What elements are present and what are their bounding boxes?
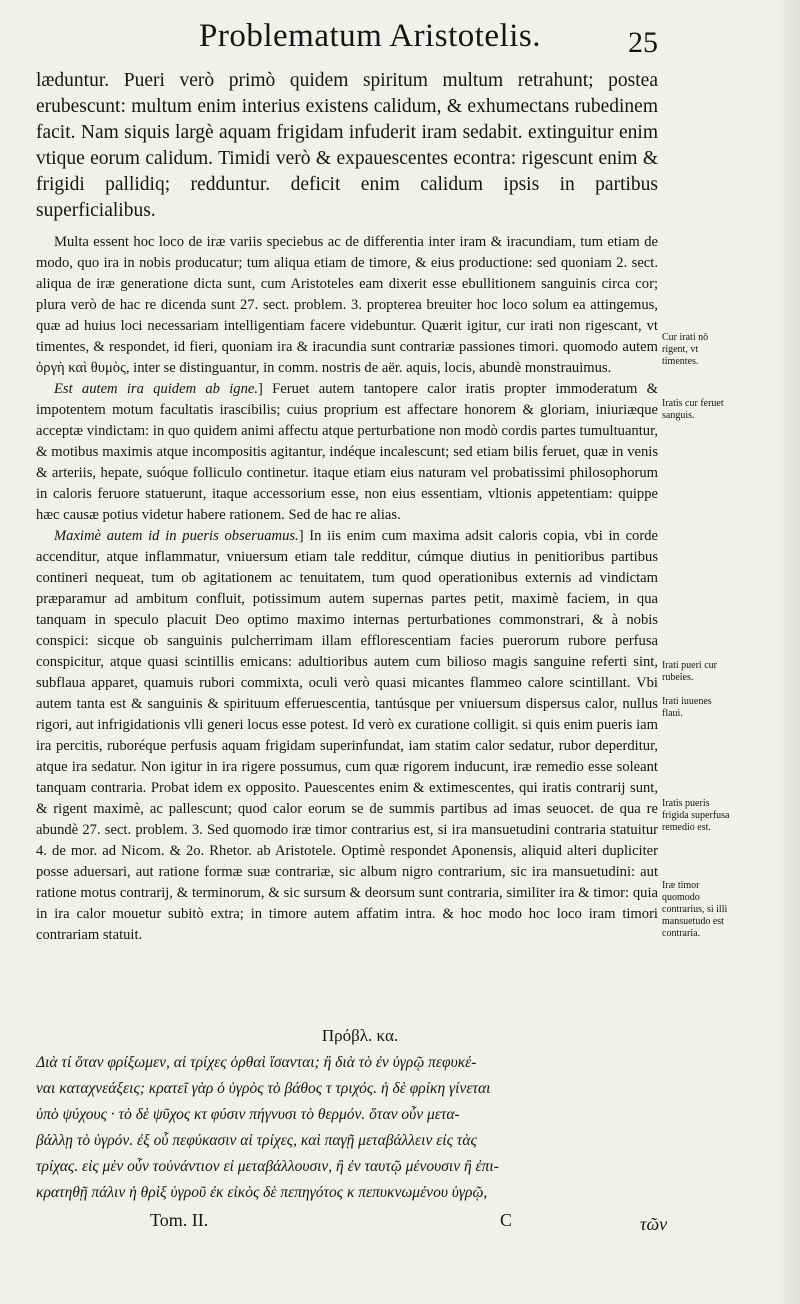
greek-line: ὑπὸ ψύχους · τὸ δὲ ψῦχος κτ φύσιν πήγνυσι τὸ θερμόν. ὅταν οὖν μετα- <box>36 1106 460 1123</box>
opening-paragraph: læduntur. Pueri verò primò quidem spiritum multum retrahunt; postea erubescunt: multum enim interius existens calidum, & exhumectans rubedinem facit. Nam siquis largè aquam frigidam infuderit iram sedabit. extinguitur enim vtique eorum calidum. Timidi verò & expauescentes econtra: rigescunt enim & frigidi pallidiq; redduntur. deficit enim calidum ipsis in partibus superficialibus. <box>36 70 658 221</box>
commentary-paragraph-ignis <box>36 379 658 526</box>
margin-note-contrarius: Iræ timor quomodo contrarius, si illi mansuetudo est contraria. <box>662 880 728 939</box>
lemma-in-pueris: Maximè autem id in pueris obseruamus. <box>54 528 299 544</box>
running-title: Problematum Aristotelis. <box>199 18 541 54</box>
catchword: τῶν <box>640 1214 668 1234</box>
page-edge-shadow <box>776 0 800 1304</box>
lemma-ira-ab-igne: Est autem ira quidem ab igne. <box>54 381 259 397</box>
greek-line: ναι καταχνεάξεις; κρατεῖ γὰρ ὁ ὑγρὸς τὸ βάθος τ τριχός. ἡ δὲ φρίκη γίνεται <box>36 1080 491 1097</box>
volume-label: Tom. II. <box>150 1210 209 1230</box>
margin-note-iuuenes: Irati iuuenes flaui. <box>662 696 712 719</box>
signature-mark: C <box>500 1210 513 1230</box>
commentary-block <box>36 232 658 946</box>
greek-line: τρίχας. εἰς μὲν οὖν τοὐνάντιον εἰ μεταβάλλουσιν, ἢ ἐν ταυτῷ μένουσιν ἢ ἐπι- <box>36 1158 499 1175</box>
greek-line: Διὰ τί ὅταν φρίξωμεν, αἱ τρίχες ὀρθαὶ ἵσανται; ἢ διὰ τὸ ἐν ὑγρῷ πεφυκέ- <box>36 1054 477 1071</box>
greek-line: βάλλῃ τὸ ὑγρόν. ἐξ οὗ πεφύκασιν αἱ τρίχες, καὶ παγῇ μεταβάλλειν εἰς τὰς <box>36 1132 477 1149</box>
commentary-paragraph-multa: Multa essent hoc loco de iræ variis speciebus ac de differentia inter iram & iracundiam, tum etiam de modo, quo ira in nobis producatur; tum aliqua etiam de timore, & eius productione: sed quoniam 2. sect. aliqua de iræ generatione dicta sunt, cum Aristoteles eam dixerit esse ebullitionem sanguinis circa cor; plura verò de hac re dicenda sunt 27. sect. problem. 3. propterea breuiter hoc loco solum ea attingemus, quæ ad huius loci necessariam intelligentiam facere videbuntur. Quærit igitur, cur irati non rigescant, vt timentes, & respondet, id fieri, quoniam ira & iracundia sunt contrariæ passiones timori. quomodo autem ὀργὴ καὶ θυμὸς, inter se distinguantur, in comm. nostris de aër. aquis, locis, abundè monstrauimus. <box>36 234 658 376</box>
margin-note-pueri: Irati pueri cur rubeîes. <box>662 660 717 683</box>
margin-note-remedio: Iratis pueris frigida superfusa remedio est. <box>662 798 730 833</box>
problem-heading: Πρόβλ. κα. <box>321 1026 399 1045</box>
margin-note-irati: Cur irati nō rigent, vt timentes. <box>662 332 709 367</box>
commentary-text-pueri: ] In iis enim cum maxima adsit caloris copia, vbi in corde accenditur, atque inflammatur, vniuersum etiam tale redditur, cúmque diutius in penitioribus partibus contineri nequeat, tum ob agitationem ac tenuitatem, tum quod operationibus externis ad vindictam præparamur ad ambitum confluit, potissimum autem supernas partes petit, maximè faciem, in qua tanquam in speculo placuit Deo optimo maximo internas perturbationes commonstrari, & à nobis conspici: sicque ob sanguinis pulcherrimam illam efflorescentiam facies puerorum rubore perfusa conspicitur, atque quasi scintillis emicans: adultioribus autem cum bilioso magis sanguine referti sint, subflaua apparet, quamuis rubori commixta, oculi verò quasi micantes flammeo calore scintillant. Vbi autem tanta est & sanguinis & spirituum efferuescentia, tantúsque per vniuersum dispersus calor, nullus rigori, aut infrigidationis vlli generi locus esse potest. Id verò ex curatione colligit. si quis enim pueris iam ira percitis, ruboréque perfusis aquam frigidam superinfundat, iam statim calor sedatur, rubor deperditur, atque ira sedatur. Non igitur in ira rigere possumus, cum quæ rigorem inducunt, iræ remedio esse soleant tanquam contraria. Probat idem ex opposito. Pauescentes enim & extimescentes, qui iratis contrarij sunt, & rigent maximè, ac pallescunt; quod calor eorum se de summis partibus ad imas seuocet. de qua re abundè 27. sect. problem. 3. Sed quomodo iræ timor contrarius est, si ira mansuetudini contraria statuitur 4. de mor. ad Nicom. & 2o. Rhetor. ab Aristotele. Optimè respondet Aponensis, aliquid alteri dupliciter posse aduersari, aut ratione formæ suæ contrariæ, sic album nigro contrarium, sic ira mansuetudini: aut ratione motus contrarij, & terminorum, & sic sursum & deorsum sunt contraria, similiter ira & timor: quia in ira calor mouetur subitò extra; in timore autem affatim intra. & hoc modo hoc loco iram timori contrariam statuit. <box>36 528 658 943</box>
greek-line: κρατηθῇ πάλιν ἡ θρὶξ ὑγροῦ ἐκ εἰκὸς δὲ πεπηγότος κ πεπυκνωμένου ὑγρῷ, <box>36 1184 488 1201</box>
commentary-paragraph-pueri <box>36 526 658 946</box>
margin-note-sanguis: Iratis cur feruet sanguis. <box>662 398 724 421</box>
greek-text-block <box>36 1050 676 1206</box>
commentary-text-ignis: ] Feruet autem tantopere calor iratis propter immoderatum & impotentem motum facultatis irascibilis; cuius proprium est affectare honorem & gloriam, iniuriæque acceptæ vindictam: in quo quidem animi affectu atque perturbatione non modò cordis partes tumultuantur, & motibus maximis atque incompositis agitantur, indéque incalescunt; sed etiam bilis feruet, quæ in venis & arteriis, hepate, suóque folliculo continetur. itaque etiam eius naturam vel probatissimi philosophorum in caloris feruore statuerunt, itaque accessorium esse, non eius essentiam, vltionis appetentiam: quippe hæc causæ potius videtur habere rationem. Sed de hac re alias. <box>36 381 658 523</box>
page-number: 25 <box>628 26 658 59</box>
